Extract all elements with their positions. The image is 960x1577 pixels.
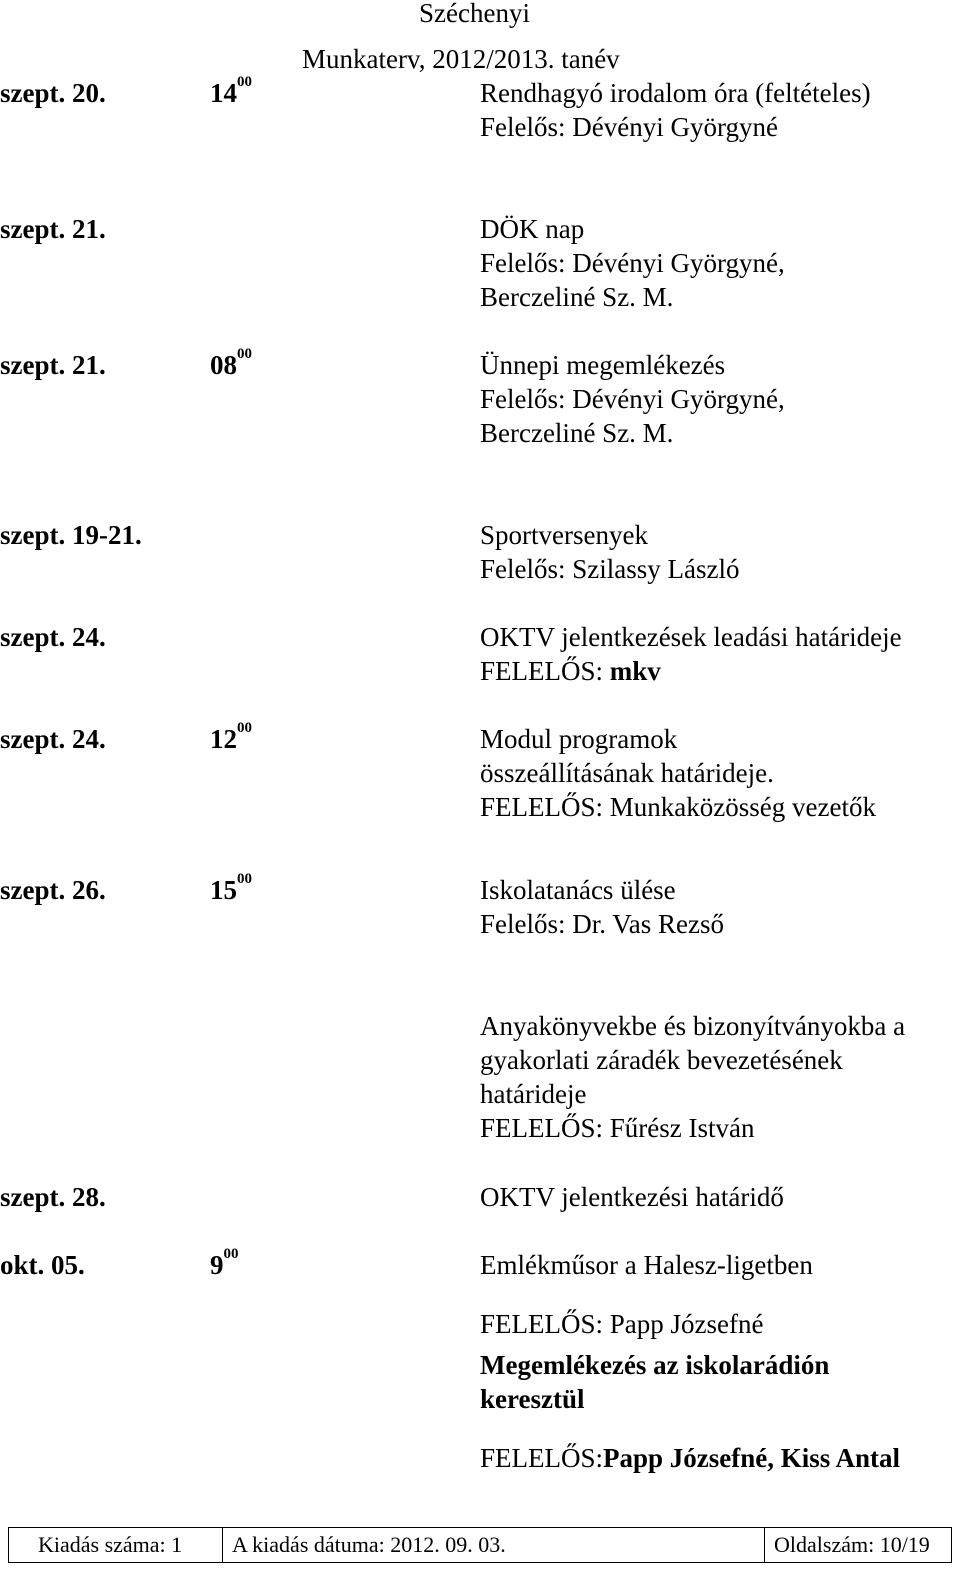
event-time: $9^{00}$	[210, 1246, 239, 1280]
event-date: szept. 21.	[0, 350, 106, 380]
event-date: szept. 19-21.	[0, 520, 142, 550]
header-subtitle: Munkaterv, 2012/2013. tanév	[302, 44, 620, 74]
event-responsible-cont: Berczeliné Sz. M.	[480, 282, 674, 312]
event-responsible: FELELŐS: Munkaközösség vezetők	[480, 792, 876, 822]
event-date: szept. 28.	[0, 1182, 106, 1212]
event-title: Sportversenyek	[480, 520, 648, 550]
event-responsible-cont: Berczeliné Sz. M.	[480, 418, 674, 448]
event-date: szept. 24.	[0, 622, 106, 652]
event-responsible: FELELŐS:Papp Józsefné, Kiss Antal	[480, 1443, 901, 1473]
event-title: Anyakönyvekbe és bizonyítványokba a	[480, 1011, 906, 1041]
event-title-cont: összeállításának határideje.	[480, 758, 774, 788]
event-responsible: FELELŐS: Papp Józsefné	[480, 1309, 764, 1339]
event-title: OKTV jelentkezési határidő	[480, 1182, 784, 1212]
event-title-bold-cont: keresztül	[480, 1384, 585, 1414]
event-time: $14^{00}$	[210, 74, 252, 108]
event-date: okt. 05.	[0, 1250, 85, 1280]
event-time: $12^{00}$	[210, 720, 252, 754]
event-title: DÖK nap	[480, 214, 585, 244]
event-title: Rendhagyó irodalom óra (feltételes)	[480, 78, 871, 108]
event-time: $15^{00}$	[210, 871, 252, 905]
event-responsible: Felelős: Dr. Vas Rezső	[480, 909, 724, 939]
event-responsible: FELELŐS: mkv	[480, 656, 661, 686]
event-responsible: FELELŐS: Fűrész István	[480, 1113, 755, 1143]
event-title: Modul programok	[480, 724, 678, 754]
footer-issue-number: Kiadás száma: 1	[9, 1528, 223, 1562]
footer-page-number: Oldalszám: 10/19	[774, 1532, 930, 1557]
event-title-bold: Megemlékezés az iskolarádión	[480, 1350, 830, 1380]
footer-issue-date: A kiadás dátuma: 2012. 09. 03.	[223, 1528, 765, 1562]
event-time: $08^{00}$	[210, 346, 252, 380]
event-responsible: Felelős: Dévényi Györgyné,	[480, 248, 785, 278]
event-title-cont: gyakorlati záradék bevezetésének	[480, 1045, 843, 1075]
event-title: Ünnepi megemlékezés	[480, 350, 726, 380]
event-responsible: Felelős: Dévényi Györgyné	[480, 112, 778, 142]
footer-table	[8, 1527, 952, 1563]
event-responsible: Felelős: Szilassy László	[480, 554, 740, 584]
event-title: Emlékműsor a Halesz-ligetben	[480, 1250, 813, 1280]
event-date: szept. 24.	[0, 724, 106, 754]
event-date: szept. 21.	[0, 214, 106, 244]
event-title: OKTV jelentkezések leadási határideje	[480, 622, 902, 652]
header-title: Széchenyi	[419, 0, 530, 28]
event-responsible: Felelős: Dévényi Györgyné,	[480, 384, 785, 414]
event-date: szept. 26.	[0, 875, 106, 905]
event-title: Iskolatanács ülése	[480, 875, 676, 905]
event-date: szept. 20.	[0, 78, 106, 108]
event-title-cont: határideje	[480, 1079, 587, 1109]
